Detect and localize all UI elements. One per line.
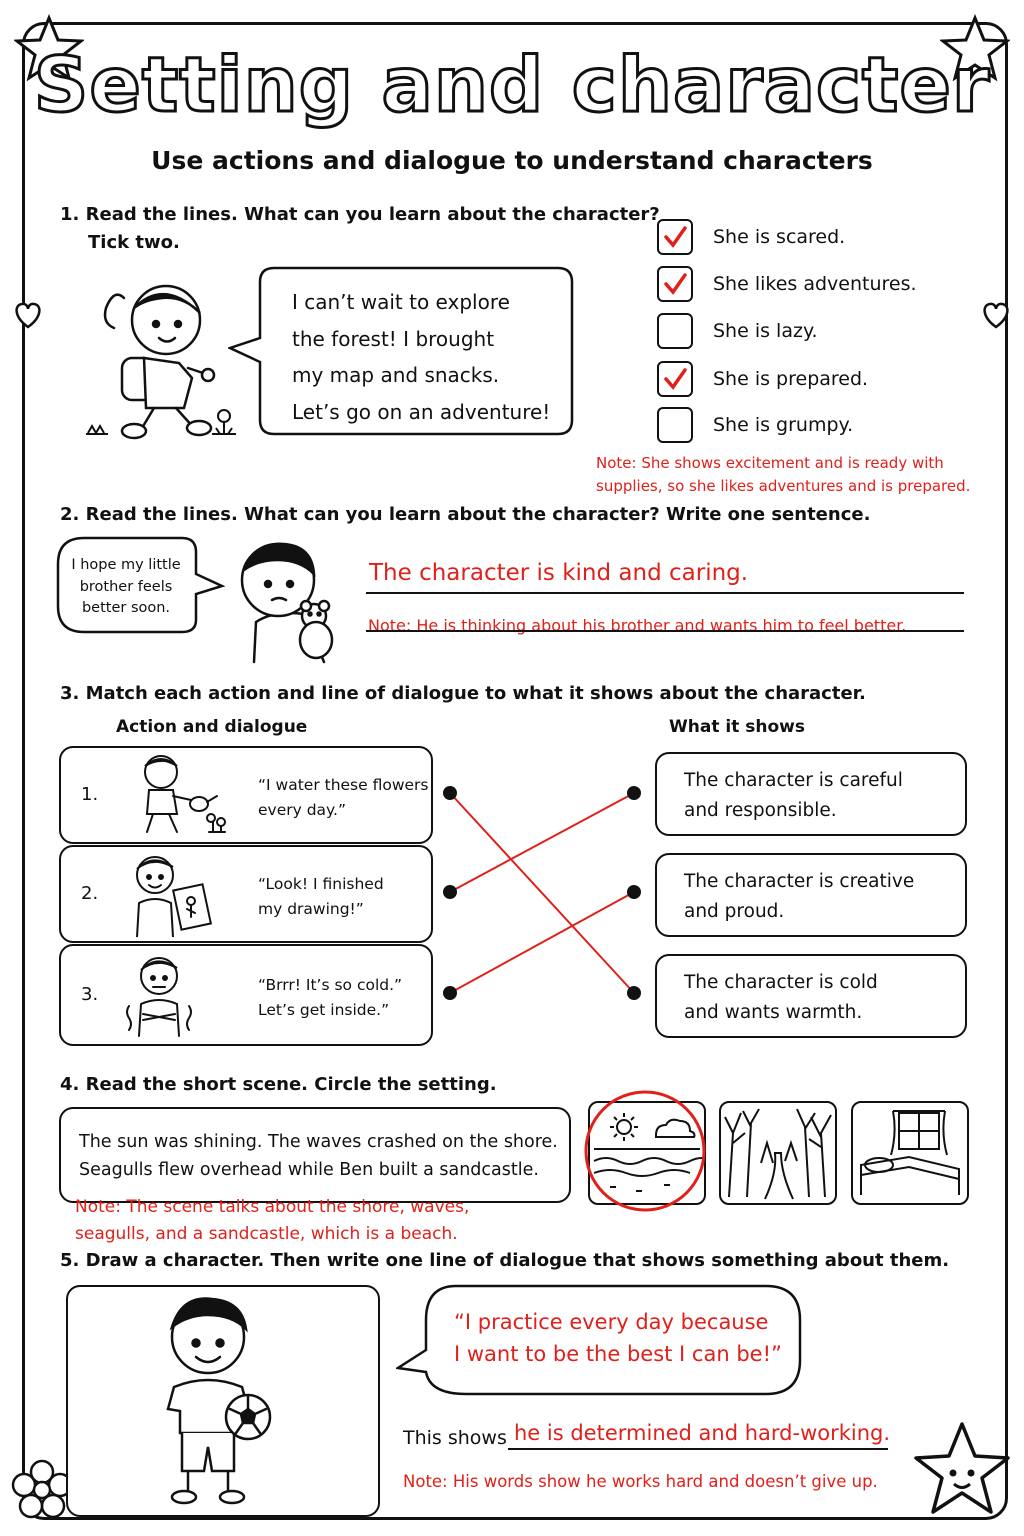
match-right-item-1[interactable] [655,752,967,836]
match-dot-left-1[interactable] [443,786,457,800]
q1-speech-text [292,284,550,430]
speech-line: the forest! I brought [292,326,495,351]
dialogue-line: “Brrr! It’s so cold.” [258,976,403,994]
match-dot-right-3[interactable] [627,986,641,1000]
q2-answer: The character is kind and caring. [369,560,749,586]
forest-picture [721,1103,835,1203]
meaning-line: The character is cold [684,972,878,993]
match-dot-left-2[interactable] [443,885,457,899]
smiling-star-icon [910,1418,1014,1522]
scene-text [79,1128,558,1184]
answer-line [366,592,964,594]
match-dot-left-3[interactable] [443,986,457,1000]
meaning-line: The character is creative [684,871,915,892]
dialogue-line: “I water these flowers [258,776,429,794]
page-subtitle: Use actions and dialogue to understand characters [151,146,873,175]
note-line: seagulls, and a sandcastle, which is a beach. [75,1224,458,1244]
q1-prompt: 1. Read the lines. What can you learn about the character? [60,204,660,225]
dialogue-line: “Look! I finished [258,875,384,893]
match-left-item-1[interactable] [59,746,433,844]
girl-explorer-illustration [84,268,244,443]
q5-shows-label: This shows [403,1427,507,1449]
answer-line [366,630,964,632]
speech-line: “I practice every day because [454,1310,769,1334]
match-dot-right-2[interactable] [627,885,641,899]
note-line: Note: She shows excitement and is ready with [596,454,944,472]
dialogue-line: Let’s get inside.” [258,1001,390,1019]
option-label: She likes adventures. [713,273,917,295]
heart-icon [12,300,44,330]
dialogue-line: my drawing!” [258,900,364,918]
q3-left-header: Action and dialogue [116,717,308,737]
speech-line: my map and snacks. [292,363,500,387]
item-meaning [684,968,878,1028]
speech-line: I hope my little [71,557,181,573]
speech-line: brother feels [79,578,173,595]
q5-drawing-box[interactable] [66,1285,380,1517]
q2-note: Note: He is thinking about his brother and wants him to feel better. [368,616,907,635]
meaning-line: and proud. [684,901,785,922]
item-dialogue [258,773,429,823]
checkbox-lazy[interactable] [657,313,693,349]
shivering-boy-illustration [125,952,195,1038]
note-line: Note: The scene talks about the shore, waves, [75,1197,470,1217]
meaning-line: The character is careful [684,770,903,791]
q4-note [75,1194,469,1248]
item-dialogue [258,973,402,1023]
checkbox-likes-adventures[interactable] [657,266,693,302]
q2-speech-text [60,555,192,620]
item-number: 2. [81,883,99,904]
setting-bedroom-option[interactable] [851,1101,969,1205]
meaning-line: and responsible. [684,800,837,821]
match-right-item-2[interactable] [655,853,967,937]
match-left-item-2[interactable] [59,845,433,943]
q5-speech-text [454,1306,782,1370]
q3-right-header: What it shows [669,717,805,737]
dialogue-line: every day.” [258,801,346,819]
boy-with-teddy-illustration [234,534,346,664]
option-label: She is prepared. [713,368,869,390]
match-left-item-3[interactable] [59,944,433,1046]
item-number: 1. [81,784,99,805]
option-label: She is grumpy. [713,414,854,436]
speech-line: better soon. [81,600,171,616]
item-dialogue [258,872,384,922]
boy-with-drawing-illustration [125,851,225,937]
page-title: Setting and character [33,40,991,129]
q5-note: Note: His words show he works hard and doesn’t give up. [403,1472,878,1491]
speech-line: I want to be the best I can be!” [454,1342,782,1366]
q1-prompt-tick: Tick two. [88,232,180,253]
checkbox-grumpy[interactable] [657,407,693,443]
q3-prompt: 3. Match each action and line of dialogue to what it shows about the character. [60,683,866,704]
bedroom-picture [853,1103,967,1203]
boy-with-soccer-ball-illustration [152,1293,276,1509]
note-line: supplies, so she likes adventures and is prepared. [596,477,971,495]
checkbox-prepared[interactable] [657,361,693,397]
checkbox-scared[interactable] [657,219,693,255]
scene-line: Seagulls flew overhead while Ben built a sandcastle. [79,1160,539,1180]
match-right-item-3[interactable] [655,954,967,1038]
meaning-line: and wants warmth. [684,1002,863,1023]
speech-line: I can’t wait to explore [292,290,510,314]
q4-prompt: 4. Read the short scene. Circle the setting. [60,1074,497,1095]
setting-forest-option[interactable] [719,1101,837,1205]
heart-icon [980,300,1012,330]
option-label: She is scared. [713,226,846,248]
answer-line [508,1448,888,1450]
speech-line: Let’s go on an adventure! [292,399,551,424]
match-dot-right-1[interactable] [627,786,641,800]
q5-shows-answer: he is determined and hard-working. [514,1421,891,1445]
item-meaning [684,867,914,927]
q4-scene-box [59,1107,571,1203]
flower-icon [10,1458,74,1522]
scene-line: The sun was shining. The waves crashed on the shore. [79,1132,558,1152]
q5-prompt: 5. Draw a character. Then write one line of dialogue that shows something about them. [60,1250,950,1271]
item-meaning [684,766,903,826]
q2-prompt: 2. Read the lines. What can you learn about the character? Write one sentence. [60,504,871,525]
option-label: She is lazy. [713,320,818,342]
girl-watering-flowers-illustration [121,752,231,836]
answer-circle [583,1089,707,1213]
q1-note [596,452,970,498]
item-number: 3. [81,984,99,1005]
